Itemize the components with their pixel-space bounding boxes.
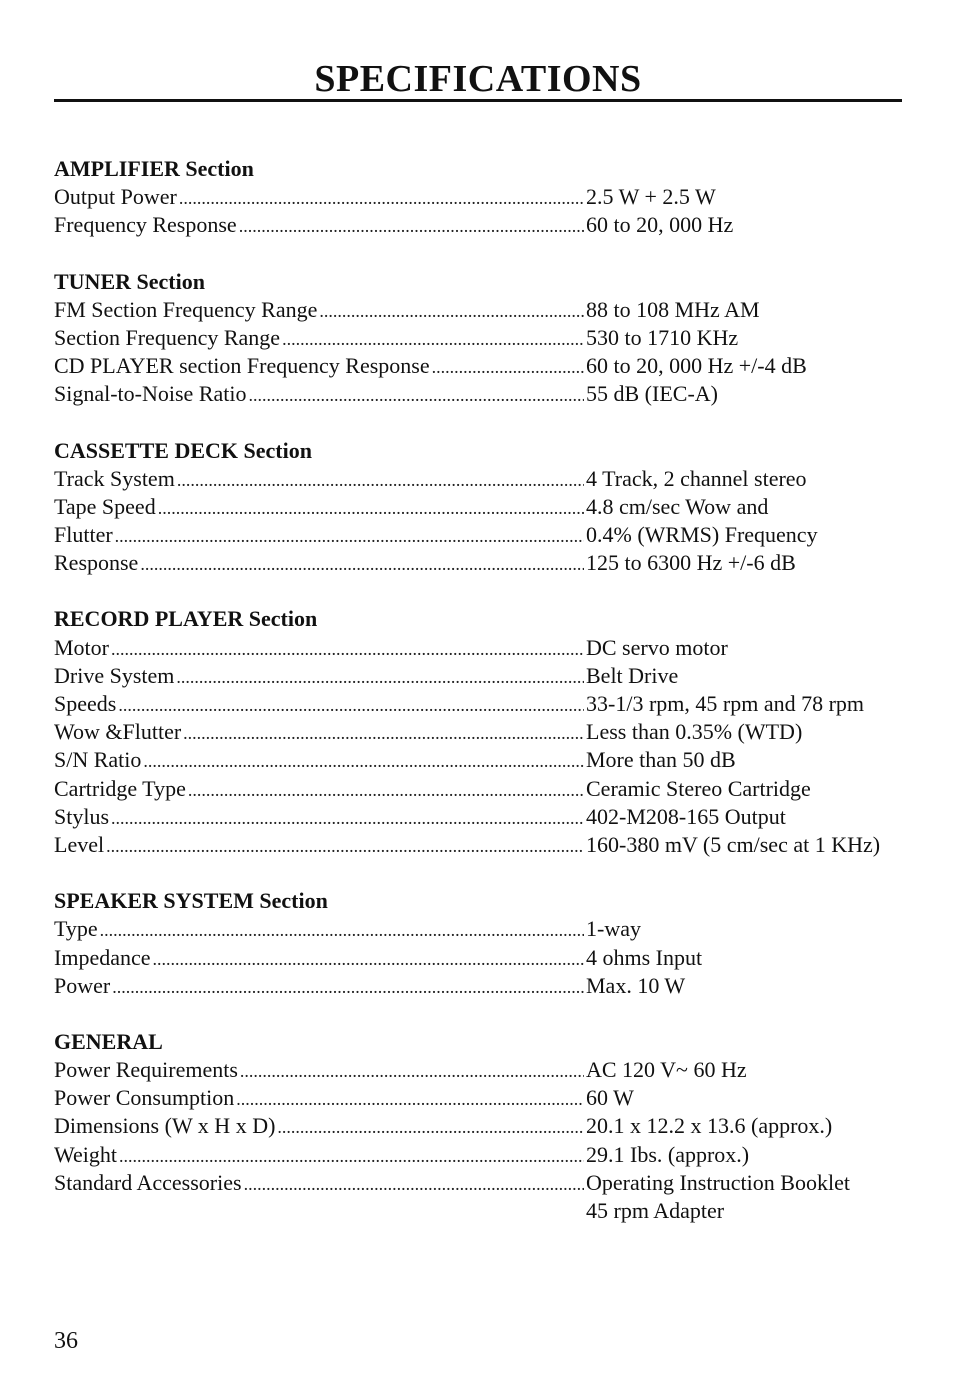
spec-value: 4 ohms Input bbox=[586, 944, 703, 970]
spec-row bbox=[54, 915, 902, 943]
spec-row bbox=[54, 634, 902, 662]
dot-leader bbox=[116, 690, 584, 718]
dot-leader bbox=[141, 746, 584, 774]
spec-row bbox=[54, 972, 902, 1000]
spec-row bbox=[54, 1056, 902, 1084]
spec-label: FM Section Frequency Range bbox=[54, 296, 318, 322]
spec-label: Stylus bbox=[54, 803, 110, 829]
spec-row bbox=[54, 746, 902, 774]
spec-section bbox=[54, 268, 902, 409]
spec-label: Frequency Response bbox=[54, 212, 237, 238]
spec-key bbox=[54, 831, 584, 859]
spec-value: DC servo motor bbox=[586, 634, 728, 660]
spacer bbox=[54, 1197, 584, 1225]
spec-row bbox=[54, 211, 902, 239]
spec-row bbox=[54, 183, 902, 211]
dot-leader bbox=[110, 972, 584, 1000]
spec-label: Type bbox=[54, 916, 98, 942]
dot-leader bbox=[246, 380, 584, 408]
spec-key bbox=[54, 718, 584, 746]
spec-row bbox=[54, 493, 902, 521]
page-title: SPECIFICATIONS bbox=[314, 58, 642, 100]
dot-leader bbox=[177, 183, 584, 211]
spec-label: CD PLAYER section Frequency Response bbox=[54, 353, 430, 379]
spec-value: 60 W bbox=[586, 1085, 634, 1111]
spec-value: 4 Track, 2 channel stereo bbox=[586, 465, 807, 491]
spec-label: Output Power bbox=[54, 184, 177, 210]
dot-leader bbox=[174, 662, 584, 690]
spec-key bbox=[54, 465, 584, 493]
spec-label: Power Requirements bbox=[54, 1057, 238, 1083]
spec-value: AC 120 V~ 60 Hz bbox=[586, 1057, 747, 1083]
spec-row bbox=[54, 465, 902, 493]
spec-key bbox=[54, 380, 584, 408]
spec-key bbox=[54, 803, 584, 831]
dot-leader bbox=[104, 831, 584, 859]
spec-section bbox=[54, 887, 902, 1000]
spec-row bbox=[54, 296, 902, 324]
spec-row bbox=[54, 1112, 902, 1140]
spec-section bbox=[54, 155, 902, 240]
spec-key bbox=[54, 352, 584, 380]
spec-value: 20.1 x 12.2 x 13.6 (approx.) bbox=[586, 1113, 833, 1139]
spec-key bbox=[54, 1112, 584, 1140]
spec-row bbox=[54, 352, 902, 380]
dot-leader bbox=[430, 352, 584, 380]
dot-leader bbox=[175, 465, 584, 493]
spec-label: Tape Speed bbox=[54, 493, 156, 519]
spec-value: 530 to 1710 KHz bbox=[586, 324, 739, 350]
spec-key bbox=[54, 521, 584, 549]
dot-leader bbox=[98, 915, 584, 943]
dot-leader bbox=[280, 324, 584, 352]
spec-key bbox=[54, 211, 584, 239]
dot-leader bbox=[113, 521, 584, 549]
section-heading: TUNER Section bbox=[54, 268, 205, 294]
dot-leader bbox=[181, 718, 584, 746]
spec-value: Operating Instruction Booklet bbox=[586, 1169, 850, 1195]
spec-key bbox=[54, 296, 584, 324]
dot-leader bbox=[242, 1169, 584, 1197]
spec-value: 33-1/3 rpm, 45 rpm and 78 rpm bbox=[586, 691, 865, 716]
spec-value: Less than 0.35% (WTD) bbox=[586, 719, 803, 745]
spec-label: Standard Accessories bbox=[54, 1169, 242, 1195]
dot-leader bbox=[238, 1056, 584, 1084]
spec-value: 160-380 mV (5 cm/sec at 1 KHz) bbox=[586, 831, 881, 857]
spec-value: 60 to 20, 000 Hz bbox=[586, 212, 734, 238]
spec-section bbox=[54, 437, 902, 578]
spec-key bbox=[54, 183, 584, 211]
dot-leader bbox=[237, 211, 584, 239]
spec-row bbox=[54, 1141, 902, 1169]
spec-row bbox=[54, 775, 902, 803]
spec-value: Belt Drive bbox=[586, 662, 679, 688]
section-heading: RECORD PLAYER Section bbox=[54, 606, 318, 632]
spec-key bbox=[54, 1084, 584, 1112]
spec-value: 2.5 W + 2.5 W bbox=[586, 184, 716, 210]
spec-key bbox=[54, 1141, 584, 1169]
section-heading: AMPLIFIER Section bbox=[54, 156, 254, 181]
spec-row bbox=[54, 662, 902, 690]
spec-list bbox=[54, 155, 902, 1253]
page-number: 36 bbox=[54, 1328, 78, 1354]
spec-label: Power bbox=[54, 972, 111, 998]
spec-value: Ceramic Stereo Cartridge bbox=[586, 775, 811, 801]
spec-key bbox=[54, 972, 584, 1000]
dot-leader bbox=[317, 296, 584, 324]
spec-key bbox=[54, 549, 584, 577]
spec-key bbox=[54, 944, 584, 972]
spec-label: Response bbox=[54, 550, 139, 576]
spec-label: Weight bbox=[54, 1141, 117, 1167]
spec-key bbox=[54, 493, 584, 521]
spec-label: Drive System bbox=[54, 662, 175, 688]
dot-leader bbox=[138, 549, 584, 577]
spec-label: Flutter bbox=[54, 522, 113, 548]
section-heading: SPEAKER SYSTEM Section bbox=[54, 888, 328, 914]
spec-row-continuation bbox=[54, 1197, 902, 1225]
spec-value: 125 to 6300 Hz +/-6 dB bbox=[586, 550, 796, 576]
spec-key bbox=[54, 662, 584, 690]
title-rule bbox=[54, 99, 902, 102]
spec-key bbox=[54, 775, 584, 803]
spec-label: Power Consumption bbox=[54, 1085, 235, 1111]
spec-row bbox=[54, 1084, 902, 1112]
spec-value: 45 rpm Adapter bbox=[586, 1198, 725, 1223]
spec-row bbox=[54, 831, 902, 859]
spec-key bbox=[54, 915, 584, 943]
spec-label: Level bbox=[54, 831, 105, 857]
section-heading: GENERAL bbox=[54, 1028, 163, 1054]
spec-row bbox=[54, 380, 902, 408]
spec-key bbox=[54, 324, 584, 352]
spec-label: Section Frequency Range bbox=[54, 324, 281, 350]
spec-key bbox=[54, 690, 584, 718]
dot-leader bbox=[109, 634, 584, 662]
spec-label: Wow &Flutter bbox=[54, 719, 182, 745]
spec-label: Signal-to-Noise Ratio bbox=[54, 381, 247, 407]
dot-leader bbox=[234, 1084, 584, 1112]
spec-value: 0.4% (WRMS) Frequency bbox=[586, 522, 818, 548]
spec-label: Track System bbox=[54, 465, 175, 491]
spec-value: 55 dB (IEC-A) bbox=[586, 381, 718, 407]
spec-row bbox=[54, 690, 902, 718]
spec-value: 402-M208-165 Output bbox=[586, 803, 786, 829]
spec-label: Speeds bbox=[54, 691, 117, 716]
spec-label: Impedance bbox=[54, 944, 151, 970]
dot-leader bbox=[275, 1112, 584, 1140]
dot-leader bbox=[117, 1141, 584, 1169]
spec-value: 1-way bbox=[586, 916, 641, 942]
spec-row bbox=[54, 718, 902, 746]
spec-row bbox=[54, 521, 902, 549]
spec-key bbox=[54, 1169, 584, 1197]
spec-value: 60 to 20, 000 Hz +/-4 dB bbox=[586, 353, 807, 379]
spec-label: Motor bbox=[54, 634, 109, 660]
section-heading: CASSETTE DECK Section bbox=[54, 437, 312, 463]
spec-value: More than 50 dB bbox=[586, 747, 736, 773]
spec-row bbox=[54, 1169, 902, 1197]
dot-leader bbox=[109, 803, 584, 831]
spec-value: 88 to 108 MHz AM bbox=[586, 296, 760, 322]
spec-label: Dimensions (W x H x D) bbox=[54, 1113, 276, 1139]
spec-row bbox=[54, 324, 902, 352]
spec-row bbox=[54, 803, 902, 831]
dot-leader bbox=[151, 944, 585, 972]
spec-key bbox=[54, 1056, 584, 1084]
spec-label: Cartridge Type bbox=[54, 775, 186, 801]
spec-row bbox=[54, 944, 902, 972]
dot-leader bbox=[156, 493, 584, 521]
spec-key bbox=[54, 746, 584, 774]
spec-label: S/N Ratio bbox=[54, 747, 142, 773]
spec-value: 29.1 Ibs. (approx.) bbox=[586, 1141, 750, 1167]
spec-row bbox=[54, 549, 902, 577]
spec-key bbox=[54, 634, 584, 662]
spec-section bbox=[54, 605, 902, 859]
spec-value: Max. 10 W bbox=[586, 972, 686, 998]
spec-value: 4.8 cm/sec Wow and bbox=[586, 493, 769, 519]
dot-leader bbox=[186, 775, 584, 803]
spec-section bbox=[54, 1028, 902, 1225]
